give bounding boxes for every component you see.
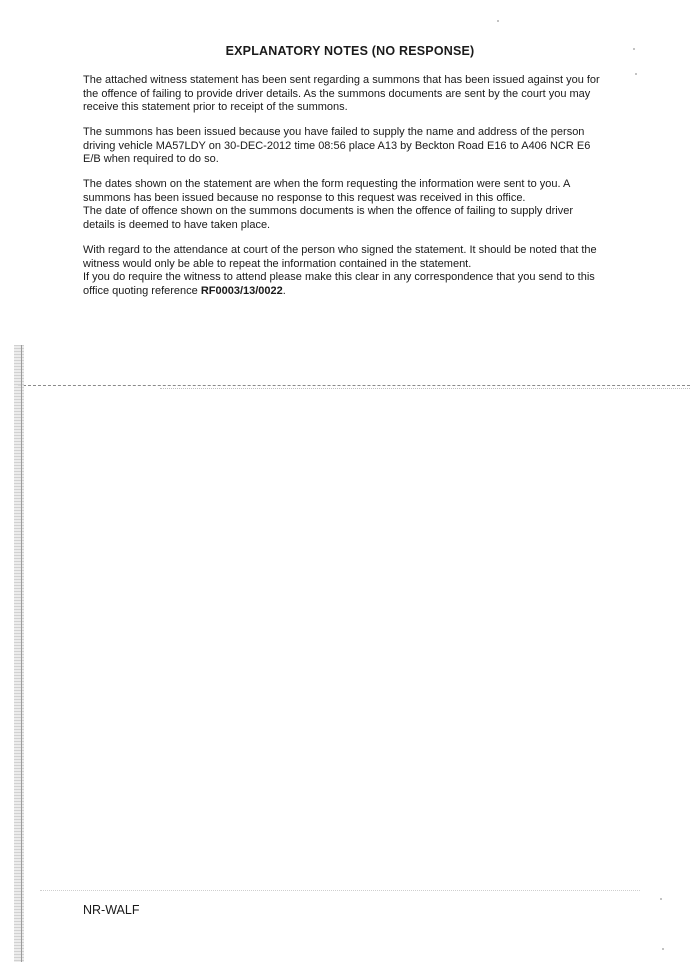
paragraph-line: The summons has been issued because you have failed to supply the name and address of the person: [83, 126, 585, 138]
paragraph-line: driving vehicle MA57LDY on 30-DEC-2012 time 08:56 place A13 by Beckton Road E16 to A406 NCR E6: [83, 139, 591, 152]
scan-noise-line: [40, 890, 640, 891]
paragraph-summons-reason: [83, 126, 623, 167]
scan-speck: [633, 48, 635, 50]
paragraph-line: receive this statement prior to receipt of the summons.: [83, 101, 348, 113]
paragraph-line: The attached witness statement has been sent regarding a summons that has been issued against you for: [83, 74, 600, 86]
scan-speck: [497, 20, 499, 22]
reference-number: RF0003/13/0022: [200, 284, 283, 297]
paragraph-line-reference: [83, 285, 623, 299]
paragraph-line: summons has been issued because no response to this request was received in this office.: [83, 191, 526, 204]
paragraph-line: If you do require the witness to attend please make this clear in any correspondence that you send to this: [83, 271, 595, 283]
scan-fold-line: [18, 385, 690, 386]
scan-speck: [635, 73, 637, 75]
paragraph-line: witness would only be able to repeat the information contained in the statement.: [83, 257, 472, 270]
reference-prefix: office quoting reference: [83, 284, 201, 297]
scan-fold-line-faint: [160, 388, 690, 389]
scan-speck: [660, 898, 662, 900]
paragraph-line: The dates shown on the statement are when the form requesting the information were sent to you. A: [83, 178, 571, 190]
reference-suffix: .: [282, 284, 286, 297]
paragraph-line: details is deemed to have taken place.: [83, 218, 271, 231]
paragraph-dates: [83, 178, 623, 232]
scan-speck: [662, 948, 664, 950]
paragraph-line: the offence of failing to provide driver details. As the summons documents are sent by the court you may: [83, 87, 591, 100]
paragraph-attendance: [83, 244, 623, 298]
paragraph-line: The date of offence shown on the summons documents is when the offence of failing to supply driver: [83, 205, 573, 217]
paragraph-line: E/B when required to do so.: [83, 153, 219, 165]
scan-edge-shadow: [14, 345, 24, 962]
footer-code: NR-WALF: [83, 903, 140, 917]
paragraph-witness-statement: [83, 74, 623, 115]
scan-edge-line: [21, 345, 22, 962]
document-title: EXPLANATORY NOTES (NO RESPONSE): [225, 44, 475, 58]
paragraph-line: With regard to the attendance at court of the person who signed the statement. It should be noted that the: [83, 244, 597, 256]
